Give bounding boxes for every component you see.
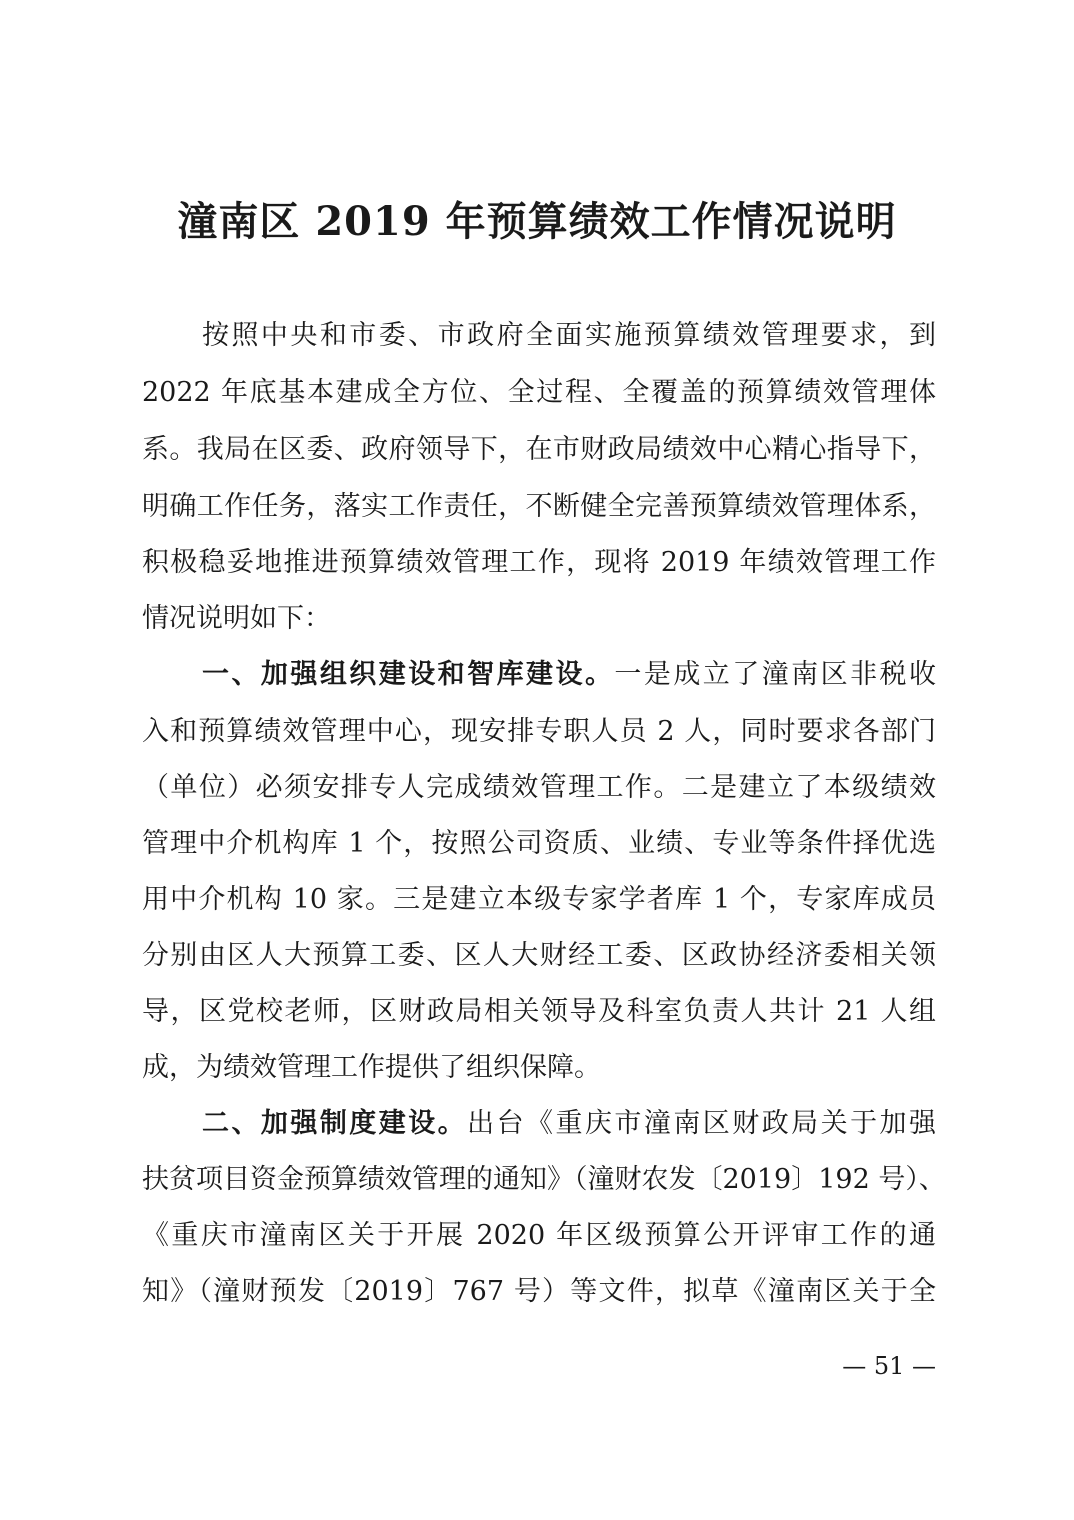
intro-line: 积极稳妥地推进预算绩效管理工作，现将 2019 年绩效管理工作 [142,547,936,578]
section1-line: 入和预算绩效管理中心，现安排专职人员 2 人，同时要求各部门 [142,716,936,747]
section2-first-line-text: 出台《重庆市潼南区财政局关于加强 [467,1108,936,1139]
intro-line: 2022 年底基本建成全方位、全过程、全覆盖的预算绩效管理体 [142,377,936,408]
section1-line: （单位）必须安排专人完成绩效管理工作。二是建立了本级绩效 [142,772,936,803]
section1-line: 用中介机构 10 家。三是建立本级专家学者库 1 个，专家库成员 [142,884,936,915]
section2-line: 扶贫项目资金预算绩效管理的通知》（潼财农发〔2019〕192 号）、 [142,1164,946,1195]
page-number: — 51 — [842,1352,936,1380]
section1-line: 成，为绩效管理工作提供了组织保障。 [142,1052,601,1083]
document-title: 潼南区 2019 年预算绩效工作情况说明 [177,198,897,245]
section2-line: 《重庆市潼南区关于开展 2020 年区级预算公开评审工作的通 [142,1220,936,1251]
intro-line: 情况说明如下： [142,603,331,634]
section1-line: 导，区党校老师，区财政局相关领导及科室负责人共计 21 人组 [142,996,936,1027]
section1-line: 管理中介机构库 1 个，按照公司资质、业绩、专业等条件择优选 [142,828,936,859]
intro-line: 系。我局在区委、政府领导下，在市财政局绩效中心精心指导下， [142,434,936,465]
intro-line: 按照中央和市委、市政府全面实施预算绩效管理要求，到 [202,320,936,351]
section2-first-line [202,1099,936,1149]
section2-line: 知》（潼财预发〔2019〕767 号）等文件，拟草《潼南区关于全 [142,1276,936,1307]
section1-heading: 一、加强组织建设和智库建设。 [202,659,615,690]
section1-first-line-text: 一是成立了潼南区非税收 [614,659,937,690]
section1-line: 分别由区人大预算工委、区人大财经工委、区政协经济委相关领 [142,940,936,971]
section1-first-line [202,650,936,700]
section2-heading: 二、加强制度建设。 [202,1108,468,1139]
intro-line: 明确工作任务，落实工作责任，不断健全完善预算绩效管理体系， [142,491,936,522]
